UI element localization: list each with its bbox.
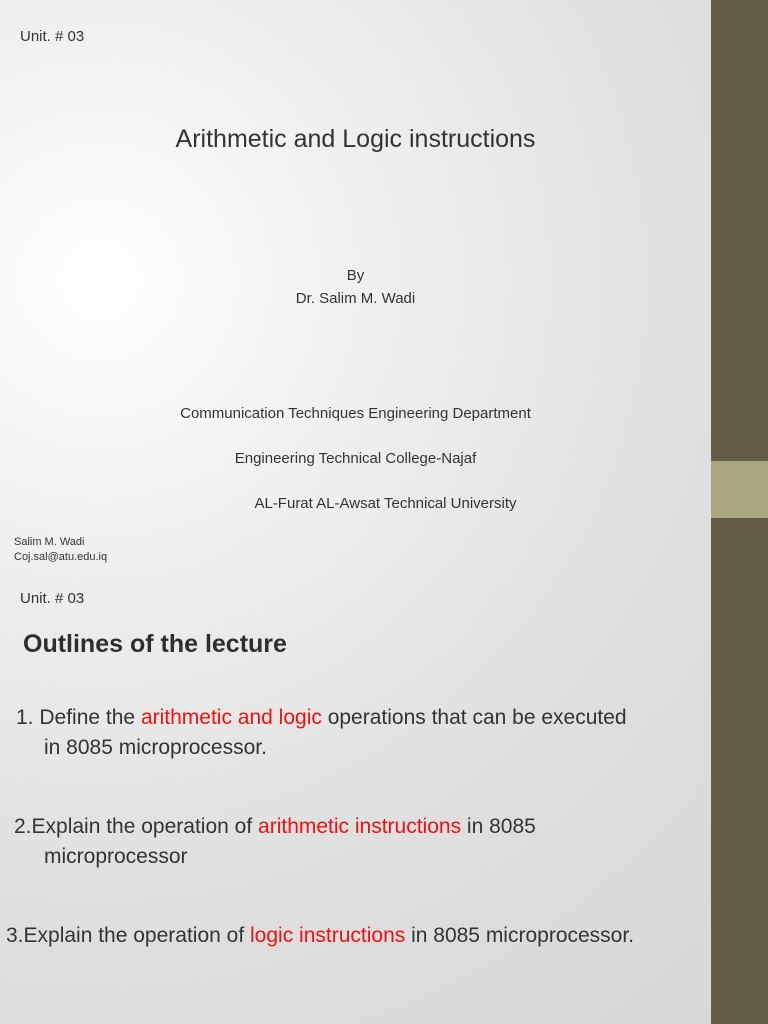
item-text: in 8085 xyxy=(461,815,536,838)
item-text: Define the xyxy=(39,706,141,729)
outline-item-2-line2: microprocessor xyxy=(44,845,188,868)
unit-label-2: Unit. # 03 xyxy=(20,590,85,607)
item-text: Explain the operation of xyxy=(31,815,259,838)
item-highlight: logic instructions xyxy=(250,924,406,947)
outline-heading: Outlines of the lecture xyxy=(23,630,287,658)
department: Communication Techniques Engineering Department xyxy=(180,405,531,422)
by-label: By xyxy=(346,267,365,284)
item-highlight: arithmetic and logic xyxy=(140,706,322,729)
outline-item-1 xyxy=(16,706,627,730)
college: Engineering Technical College-Najaf xyxy=(234,450,477,467)
item-highlight: arithmetic instructions xyxy=(258,815,462,838)
unit-label: Unit. # 03 xyxy=(20,28,85,45)
outline-item-2 xyxy=(14,815,536,839)
item-text: Explain the operation of xyxy=(23,924,251,947)
item-number: 3. xyxy=(6,924,24,947)
footer-name: Salim M. Wadi xyxy=(14,536,85,548)
footer-email: Coj.sal@atu.edu.iq xyxy=(14,551,108,563)
item-number: 2. xyxy=(14,815,32,838)
slide-title: Arithmetic and Logic instructions xyxy=(175,125,536,153)
university: AL-Furat AL-Awsat Technical University xyxy=(254,495,517,512)
item-text: in 8085 microprocessor. xyxy=(405,924,635,947)
item-text: operations that can be executed xyxy=(321,706,627,729)
author-name: Dr. Salim M. Wadi xyxy=(295,290,416,307)
item-number: 1. xyxy=(16,706,34,729)
outline-item-3 xyxy=(6,924,634,948)
outline-item-1-line2: in 8085 microprocessor. xyxy=(44,736,267,759)
